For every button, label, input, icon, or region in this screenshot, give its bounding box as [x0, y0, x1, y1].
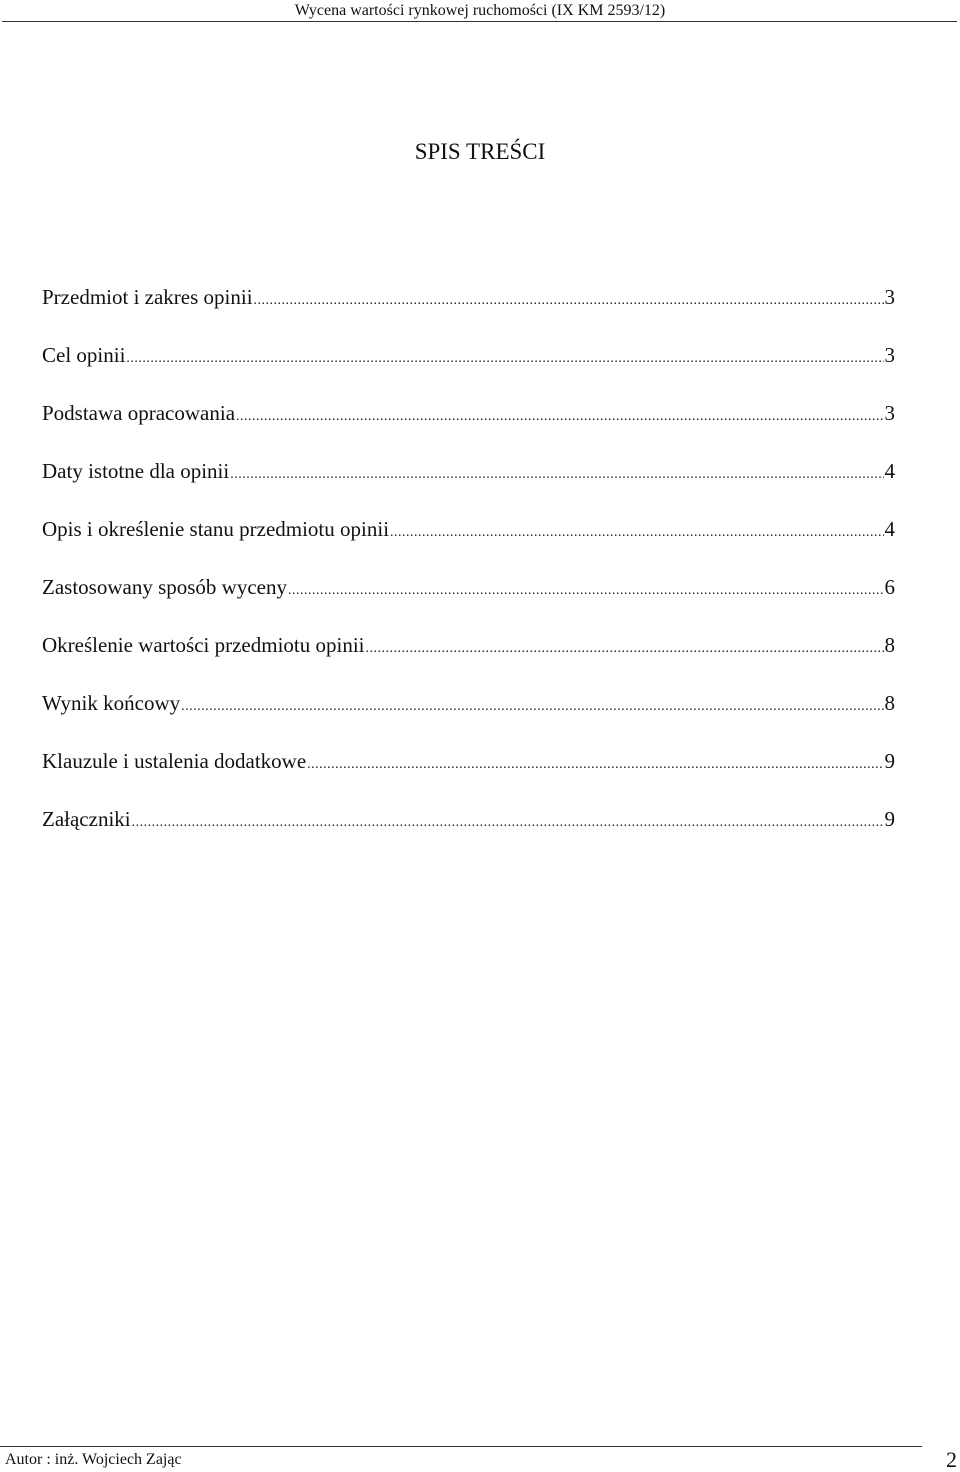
toc-entry[interactable]	[42, 572, 895, 630]
toc-entry-page: 9	[884, 807, 895, 831]
toc-entry[interactable]	[42, 630, 895, 688]
page-number: 2	[946, 1447, 957, 1472]
toc-entry-page: 3	[884, 343, 895, 367]
toc-dot-leader	[307, 750, 883, 780]
toc-entry[interactable]	[42, 514, 895, 572]
toc-entry-page: 8	[884, 691, 895, 715]
toc-dot-leader	[230, 460, 883, 490]
toc-entry-label: Wynik końcowy	[42, 691, 181, 715]
toc-entry[interactable]	[42, 398, 895, 456]
table-of-contents	[42, 282, 895, 862]
toc-dot-leader	[236, 402, 883, 432]
toc-entry-label: Zastosowany sposób wyceny	[42, 575, 287, 599]
toc-title: SPIS TREŚCI	[414, 139, 546, 164]
toc-entry-page: 4	[884, 459, 895, 483]
toc-entry-page: 3	[884, 401, 895, 425]
toc-entry[interactable]	[42, 688, 895, 746]
toc-entry-label: Podstawa opracowania	[42, 401, 236, 425]
toc-entry-label: Cel opinii	[42, 343, 126, 367]
header-divider	[2, 21, 957, 22]
toc-entry-page: 8	[884, 633, 895, 657]
toc-dot-leader	[126, 344, 883, 374]
toc-dot-leader	[254, 286, 884, 316]
toc-entry[interactable]	[42, 340, 895, 398]
toc-entry-label: Określenie wartości przedmiotu opinii	[42, 633, 365, 657]
toc-entry[interactable]	[42, 804, 895, 862]
footer-author: Autor : inż. Wojciech Zając	[5, 1451, 182, 1468]
toc-entry-page: 3	[884, 285, 895, 309]
toc-entry-label: Daty istotne dla opinii	[42, 459, 230, 483]
toc-entry-page: 9	[884, 749, 895, 773]
toc-dot-leader	[288, 576, 884, 606]
toc-entry-label: Klauzule i ustalenia dodatkowe	[42, 749, 307, 773]
toc-dot-leader	[181, 692, 883, 722]
toc-entry-label: Opis i określenie stanu przedmiotu opinii	[42, 517, 390, 541]
toc-entry-page: 4	[884, 517, 895, 541]
running-header: Wycena wartości rynkowej ruchomości (IX KM 2593/12)	[294, 2, 666, 19]
footer-divider	[0, 1446, 922, 1447]
toc-entry-label: Załączniki	[42, 807, 131, 831]
toc-entry[interactable]	[42, 282, 895, 340]
toc-entry-page: 6	[884, 575, 895, 599]
toc-entry[interactable]	[42, 746, 895, 804]
toc-dot-leader	[390, 518, 883, 548]
toc-dot-leader	[132, 808, 884, 838]
toc-entry-label: Przedmiot i zakres opinii	[42, 285, 253, 309]
toc-entry[interactable]	[42, 456, 895, 514]
toc-dot-leader	[366, 634, 884, 664]
